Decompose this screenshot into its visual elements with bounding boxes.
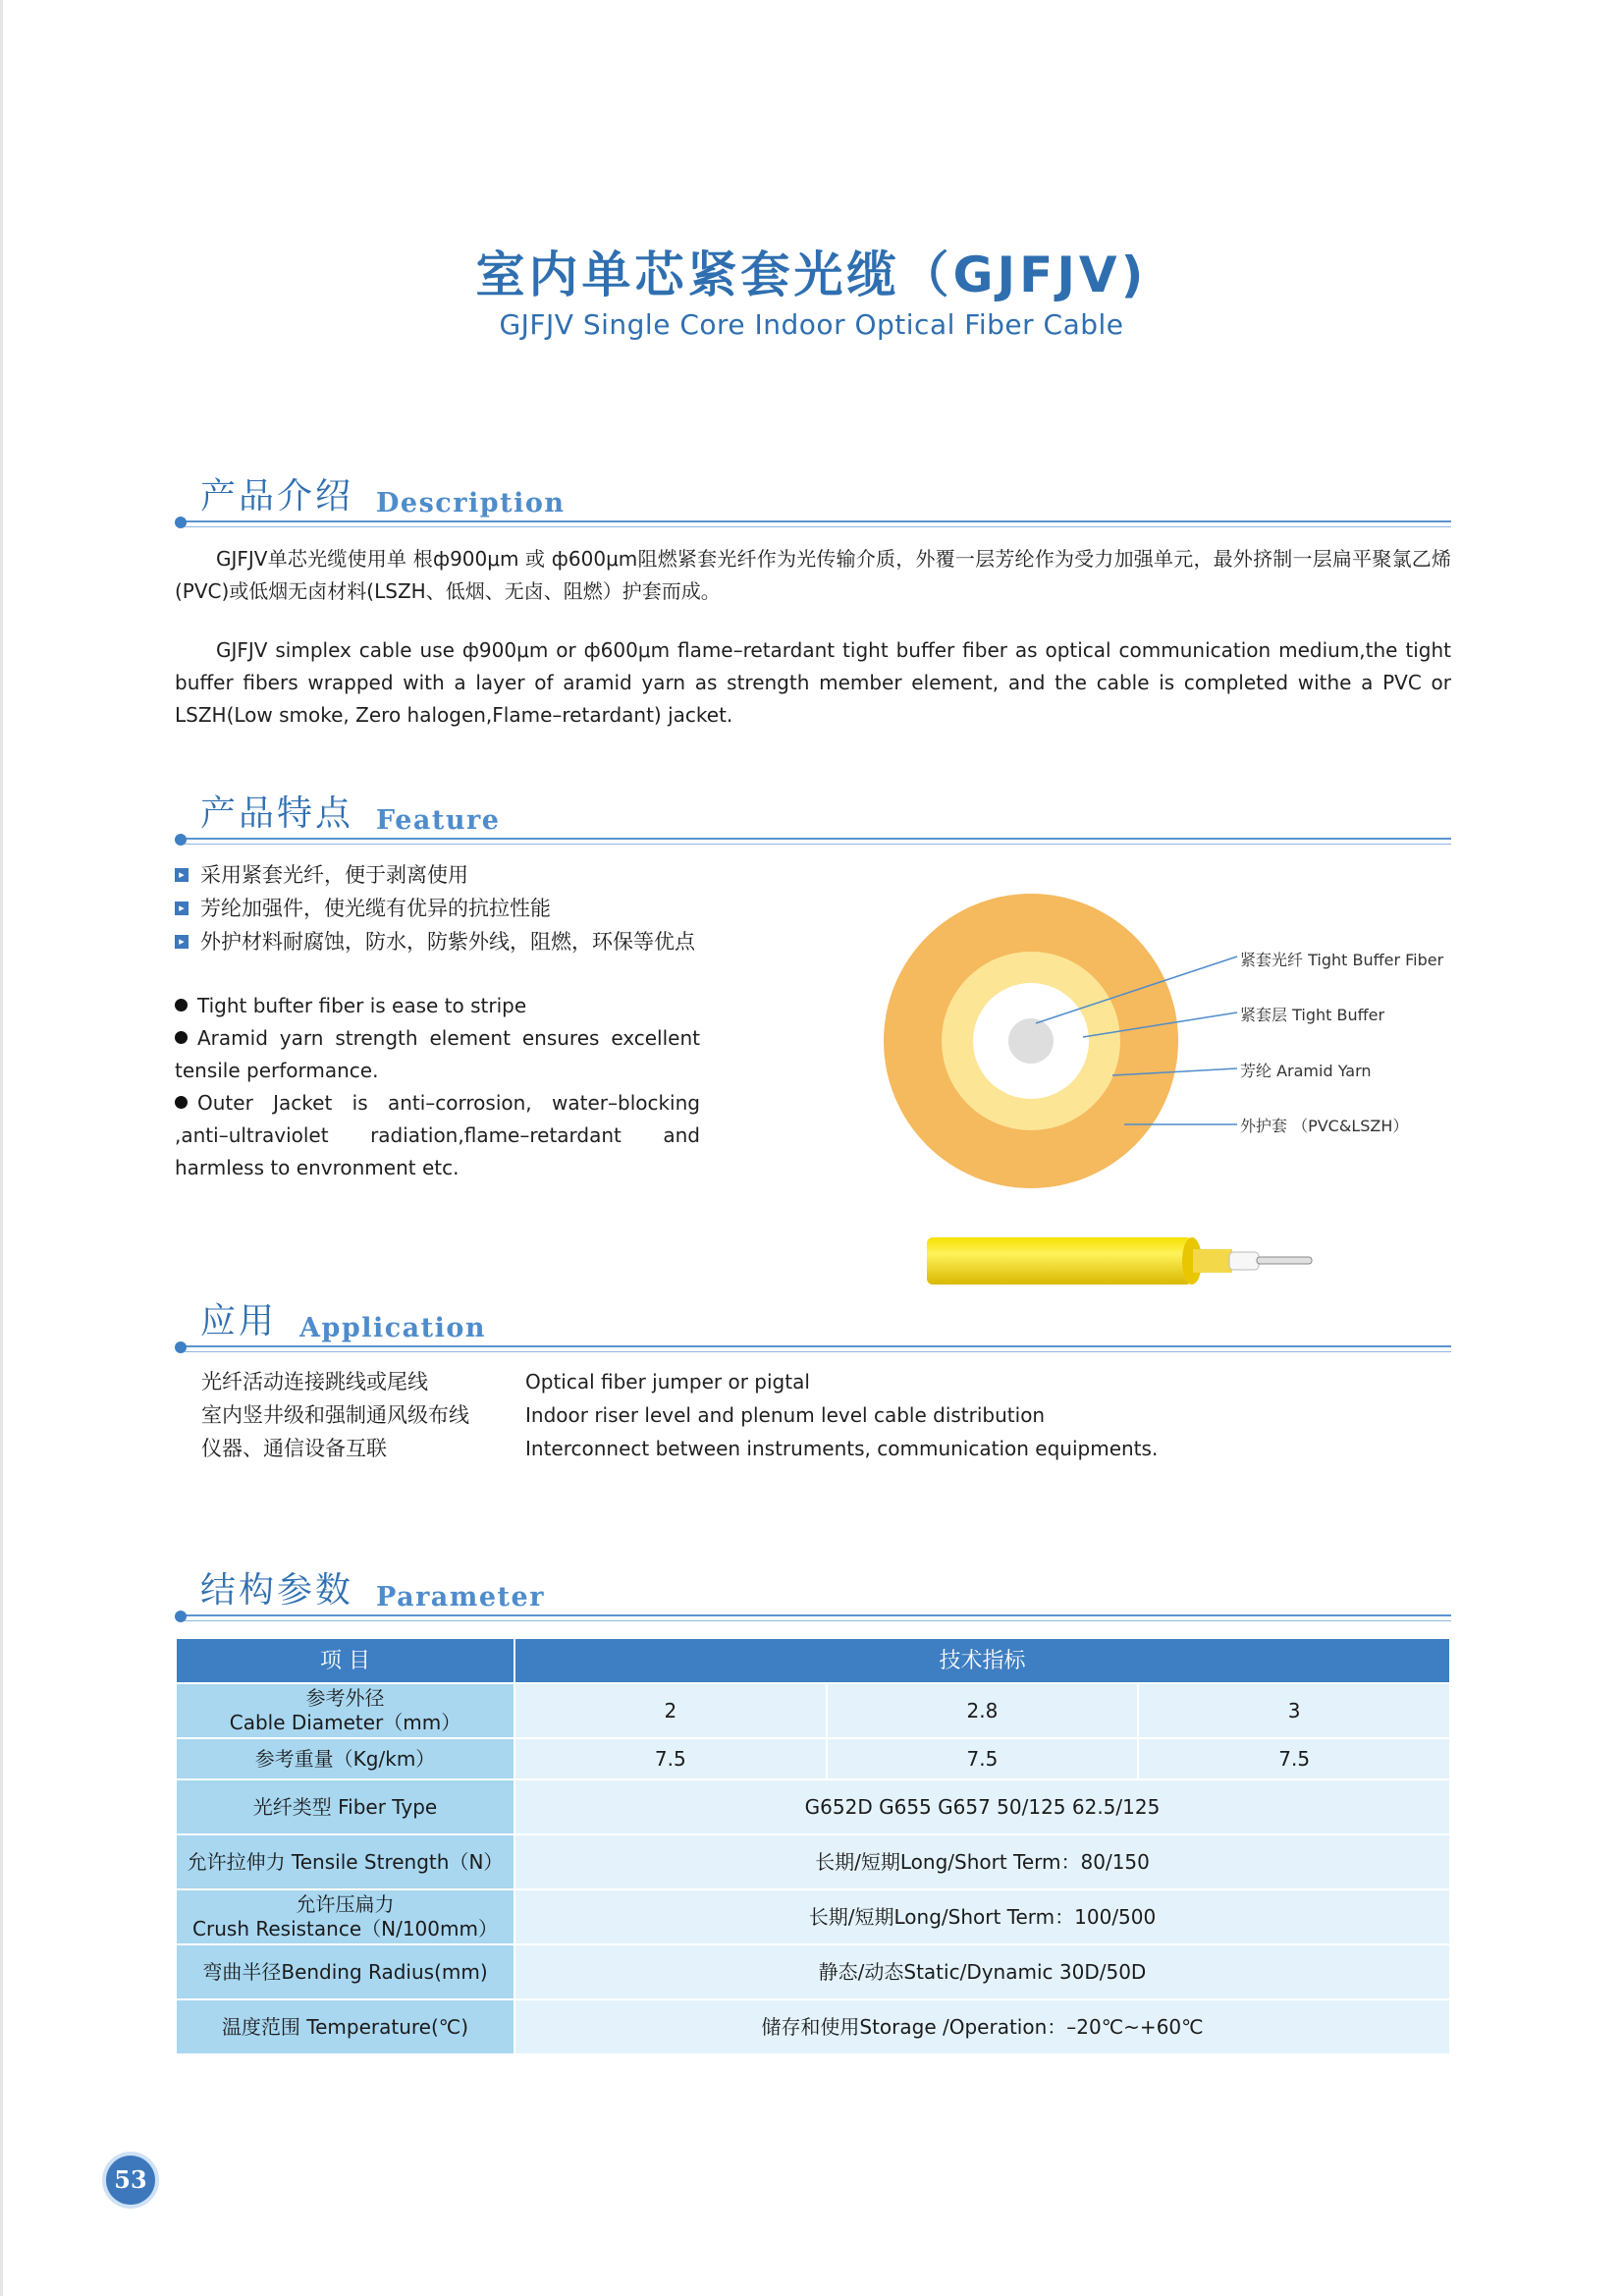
list-item: ▸ 外护材料耐腐蚀，防水，防紫外线，阻燃，环保等优点 — [175, 925, 695, 958]
divider — [185, 1614, 1451, 1616]
feature-list-zh — [175, 858, 695, 958]
tight-buffer — [1229, 1252, 1259, 1270]
list-item: ▸ 采用紧套光纤，便于剥离使用 — [175, 858, 695, 892]
aramid-yarn — [1193, 1249, 1232, 1273]
row-label-bending: 弯曲半径Bending Radius(mm) — [176, 1944, 514, 1999]
cable-photo — [913, 1232, 1325, 1291]
application-list-zh — [201, 1365, 469, 1465]
section-header-description — [175, 469, 1451, 528]
row-label-tensile: 允许拉伸力 Tensile Strength（N） — [176, 1834, 514, 1889]
header-spec: 技术指标 — [514, 1638, 1450, 1683]
table-cell: 长期/短期Long/Short Term：80/150 — [514, 1834, 1450, 1889]
row-label-weight: 参考重量（Kg/km） — [176, 1738, 514, 1779]
description-zh: GJFJV单芯光缆使用单 根ф900μm 或 ф600μm阻燃紧套光纤作为光传输介质，外覆一层芳纶作为受力加强单元，最外挤制一层扁平聚氯乙烯(PVC)或低烟无卤材料(LSZH、低烟、无卤、阻燃）护套而成。 — [175, 547, 1451, 603]
label-tight-buffer: 紧套层 Tight Buffer — [1240, 1006, 1385, 1024]
divider — [185, 1620, 1451, 1621]
divider — [185, 1345, 1451, 1347]
label-tight-buffer-fiber: 紧套光纤 Tight Buffer Fiber — [1240, 951, 1444, 969]
list-item: Interconnect between instruments, communication equipments. — [525, 1437, 1159, 1460]
divider — [185, 520, 1451, 522]
list-item: 仪器、通信设备互联 — [201, 1437, 387, 1460]
table-header-row — [176, 1638, 1450, 1683]
bullet-dot-icon — [175, 1031, 188, 1044]
table-cell: 7.5 — [514, 1738, 827, 1779]
section-title-en: Application — [299, 1313, 487, 1343]
cable-cross-section-diagram — [874, 884, 1463, 1218]
divider — [185, 844, 1451, 845]
section-title-zh: 产品介绍 — [200, 476, 354, 517]
divider — [185, 1351, 1451, 1352]
list-item: Optical fiber jumper or pigtal — [525, 1370, 810, 1394]
feature-list-en — [175, 990, 700, 1184]
bullet-dot — [175, 1341, 187, 1353]
fiber-core — [1008, 1018, 1054, 1064]
parameter-table — [175, 1637, 1451, 2055]
section-title-en: Description — [376, 488, 566, 519]
table-row — [176, 1738, 1450, 1779]
description-en: GJFJV simplex cable use ф900μm or ф600μm flame–retardant tight buffer fiber as optical communication medium,the tight buffer fibers wrapped with a layer of aramid yarn as strength member element, and the cable is completed withe a PVC or LSZH(Low smoke, Zero halogen,Flame–retardant) jacket. — [175, 638, 1451, 727]
table-row — [176, 1999, 1450, 2054]
bullet-dot — [175, 517, 187, 528]
row-label-fiber-type: 光纤类型 Fiber Type — [176, 1779, 514, 1834]
table-cell: 储存和使用Storage /Operation：–20℃~+60℃ — [514, 1999, 1450, 2054]
arrow-bullet-icon: ▸ — [175, 902, 189, 915]
row-label-diameter: 参考外径 Cable Diameter（mm） — [176, 1683, 514, 1738]
row-label-crush: 允许压扁力 Crush Resistance（N/100mm） — [176, 1889, 514, 1944]
list-item: 光纤活动连接跳线或尾线 — [201, 1370, 428, 1394]
section-title-zh: 产品特点 — [200, 793, 354, 834]
divider — [185, 526, 1451, 527]
page-edge — [0, 0, 3, 2296]
bullet-dot-icon — [175, 999, 188, 1011]
fiber — [1257, 1257, 1312, 1264]
table-cell: 长期/短期Long/Short Term：100/500 — [514, 1889, 1450, 1944]
list-item: Outer Jacket is anti–corrosion, water–blocking ,anti–ultraviolet radiation,flame–retardant and harmless to envronment etc. — [175, 1091, 700, 1179]
arrow-bullet-icon: ▸ — [175, 868, 189, 882]
table-cell: 7.5 — [827, 1738, 1139, 1779]
divider — [185, 838, 1451, 840]
bullet-dot — [175, 834, 187, 846]
application-list-en — [525, 1365, 1158, 1465]
table-cell: 7.5 — [1138, 1738, 1450, 1779]
cable-jacket — [927, 1237, 1192, 1285]
table-row — [176, 1889, 1450, 1944]
table-row — [176, 1683, 1450, 1738]
arrow-bullet-icon: ▸ — [175, 935, 189, 949]
section-header-parameter — [175, 1563, 1451, 1622]
bullet-dot-icon — [175, 1096, 188, 1109]
table-cell: 3 — [1138, 1683, 1450, 1738]
list-item: ▸ 芳纶加强件，使光缆有优异的抗拉性能 — [175, 892, 695, 925]
section-header-application — [175, 1294, 1451, 1353]
table-cell: 2 — [514, 1683, 827, 1738]
section-title-zh: 应用 — [200, 1301, 278, 1341]
list-item: Tight bufter fiber is ease to stripe — [175, 990, 700, 1022]
bullet-dot — [175, 1611, 187, 1622]
page-number: 53 — [106, 2156, 155, 2205]
list-item: Aramid yarn strength element ensures excellent tensile performance. — [175, 1026, 700, 1082]
row-label-temperature: 温度范围 Temperature(℃) — [176, 1999, 514, 2054]
table-cell: G652D G655 G657 50/125 62.5/125 — [514, 1779, 1450, 1834]
page-title: 室内单芯紧套光缆（GJFJV) — [475, 246, 1148, 303]
section-title-zh: 结构参数 — [200, 1570, 354, 1611]
section-title-en: Feature — [376, 805, 501, 836]
table-row — [176, 1779, 1450, 1834]
section-header-feature — [175, 787, 1451, 846]
label-outer-jacket: 外护套 （PVC&LSZH） — [1240, 1117, 1409, 1135]
table-row — [176, 1944, 1450, 1999]
section-title-en: Parameter — [376, 1582, 545, 1613]
table-cell: 静态/动态Static/Dynamic 30D/50D — [514, 1944, 1450, 1999]
table-row — [176, 1834, 1450, 1889]
list-item: Indoor riser level and plenum level cable distribution — [525, 1403, 1046, 1427]
label-aramid-yarn: 芳纶 Aramid Yarn — [1240, 1062, 1372, 1080]
list-item: 室内竖井级和强制通风级布线 — [201, 1403, 469, 1427]
header-item: 项 目 — [176, 1638, 514, 1683]
page-subtitle: GJFJV Single Core Indoor Optical Fiber Cable — [499, 308, 1124, 341]
table-cell: 2.8 — [827, 1683, 1139, 1738]
